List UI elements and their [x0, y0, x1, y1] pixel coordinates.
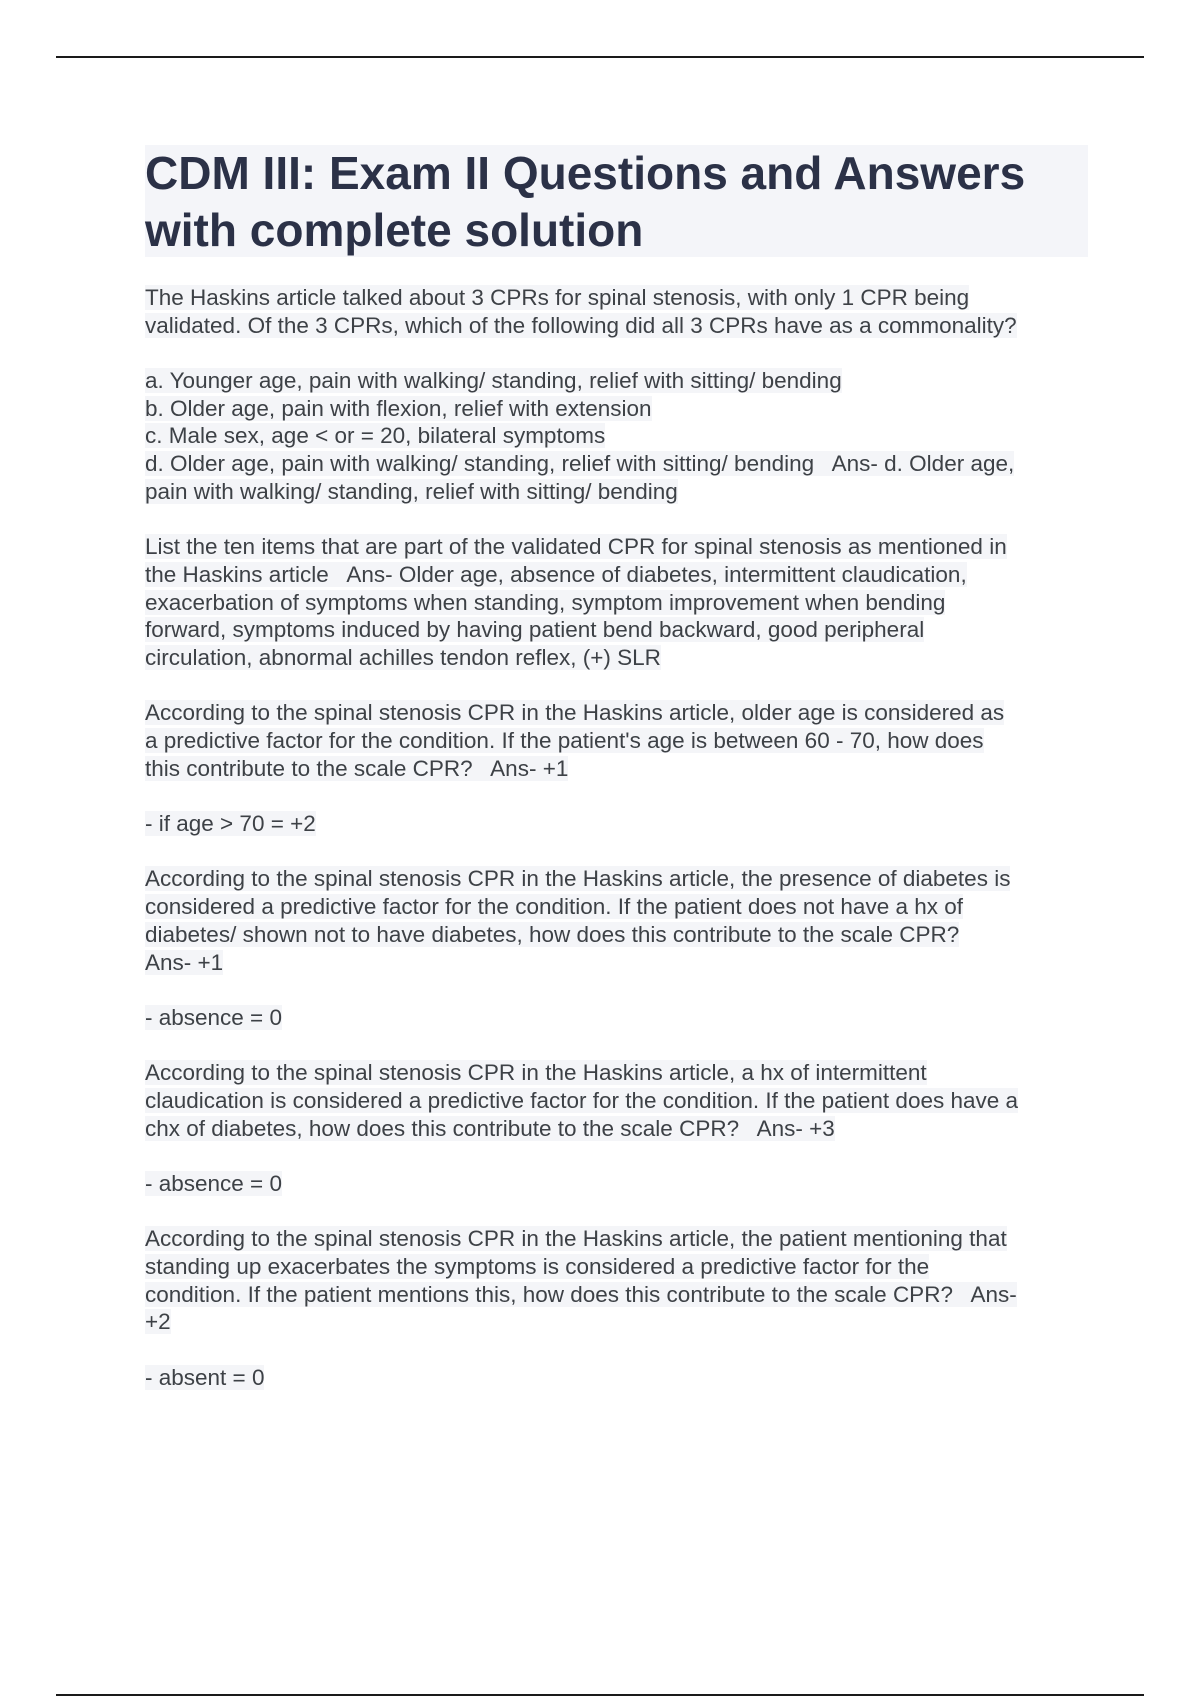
text-line: [145, 1281, 1090, 1309]
text-line-content: - absence = 0: [145, 1004, 282, 1030]
text-line-content: a predictive factor for the condition. If the patient's age is between 60 - 70, how does: [145, 728, 984, 753]
text-line-content: this contribute to the scale CPR? Ans- +1: [145, 755, 569, 781]
text-line-content: +2: [145, 1309, 171, 1335]
paragraph: [145, 1364, 1090, 1392]
text-line: [145, 1087, 1090, 1115]
paragraph: [145, 1004, 1090, 1032]
text-line-content: condition. If the patient mentions this, how does this contribute to the scale CPR? Ans-: [145, 1281, 1017, 1307]
text-line: [145, 1115, 1090, 1143]
text-line-content: List the ten items that are part of the validated CPR for spinal stenosis as mentioned in: [145, 534, 1007, 560]
text-line: [145, 1364, 1090, 1392]
paragraph: [145, 1225, 1090, 1336]
text-line-content: According to the spinal stenosis CPR in the Haskins article, older age is considered as: [145, 700, 1005, 726]
text-line: [145, 533, 1090, 561]
text-line: [145, 1253, 1090, 1281]
text-line-content: chx of diabetes, how does this contribute to the scale CPR? Ans- +3: [145, 1115, 835, 1141]
paragraph-gap: [145, 1142, 1090, 1170]
text-line-content: forward, symptoms induced by having patient bend backward, good peripheral: [145, 617, 925, 643]
text-line: [145, 921, 1090, 949]
paragraph: [145, 699, 1090, 782]
paragraph-gap: [145, 1198, 1090, 1226]
text-line-content: According to the spinal stenosis CPR in the Haskins article, the presence of diabetes is: [145, 866, 1011, 892]
text-line-content: standing up exacerbates the symptoms is considered a predictive factor for the: [145, 1254, 930, 1280]
paragraph-gap: [145, 339, 1090, 367]
text-line: [145, 367, 1090, 395]
text-line-content: The Haskins article talked about 3 CPRs for spinal stenosis, with only 1 CPR being: [145, 285, 970, 310]
text-line: [145, 422, 1090, 450]
text-line: [145, 810, 1090, 838]
text-line: [145, 395, 1090, 423]
paragraph: [145, 367, 1090, 505]
text-line-content: diabetes/ shown not to have diabetes, how does this contribute to the scale CPR?: [145, 921, 960, 947]
paragraph-gap: [145, 506, 1090, 534]
text-line: [145, 312, 1090, 340]
text-line: [145, 284, 1090, 312]
paragraph: [145, 865, 1090, 976]
text-line-content: Ans- +1: [145, 949, 224, 975]
text-line-content: a. Younger age, pain with walking/ standing, relief with sitting/ bending: [145, 368, 842, 394]
text-line-content: exacerbation of symptoms when standing, symptom improvement when bending: [145, 589, 946, 615]
text-line: [145, 949, 1090, 977]
text-line-content: validated. Of the 3 CPRs, which of the following did all 3 CPRs have as a commonality?: [145, 312, 1017, 338]
text-line-content: claudication is considered a predictive factor for the condition. If the patient does have a: [145, 1087, 1019, 1113]
text-line: [145, 450, 1090, 478]
title-line: CDM III: Exam II Questions and Answers: [145, 147, 1026, 199]
text-line: [145, 1225, 1090, 1253]
text-line: [145, 1308, 1090, 1336]
text-line: [145, 727, 1090, 755]
text-line-content: circulation, abnormal achilles tendon reflex, (+) SLR: [145, 644, 661, 670]
paragraph: [145, 1059, 1090, 1142]
document-body: [145, 284, 1090, 1392]
text-line-content: d. Older age, pain with walking/ standing, relief with sitting/ bending Ans- d. Older age,: [145, 451, 1015, 477]
paragraph-gap: [145, 838, 1090, 866]
text-line: [145, 1004, 1090, 1032]
paragraph: [145, 810, 1090, 838]
document-title: [145, 145, 1088, 259]
title-line: with complete solution: [145, 204, 644, 256]
top-rule: [56, 56, 1144, 58]
text-line: [145, 1059, 1090, 1087]
text-line: [145, 755, 1090, 783]
bottom-rule: [56, 1694, 1144, 1696]
paragraph: [145, 284, 1090, 339]
text-line: [145, 1170, 1090, 1198]
paragraph: [145, 533, 1090, 671]
text-line-content: - if age > 70 = +2: [145, 811, 316, 837]
text-line-content: According to the spinal stenosis CPR in the Haskins article, a hx of intermittent: [145, 1060, 927, 1086]
paragraph-gap: [145, 1336, 1090, 1364]
text-line-content: c. Male sex, age < or = 20, bilateral symptoms: [145, 423, 606, 449]
text-line: [145, 478, 1090, 506]
text-line: [145, 865, 1090, 893]
text-line: [145, 561, 1090, 589]
paragraph-gap: [145, 782, 1090, 810]
paragraph: [145, 1170, 1090, 1198]
text-line-content: the Haskins article Ans- Older age, absence of diabetes, intermittent claudication,: [145, 561, 967, 587]
text-line-content: considered a predictive factor for the condition. If the patient does not have a hx of: [145, 894, 964, 920]
paragraph-gap: [145, 976, 1090, 1004]
text-line: [145, 589, 1090, 617]
paragraph-gap: [145, 1032, 1090, 1060]
text-line: [145, 893, 1090, 921]
text-line: [145, 699, 1090, 727]
paragraph-gap: [145, 672, 1090, 700]
text-line-content: - absent = 0: [145, 1364, 265, 1390]
text-line: [145, 616, 1090, 644]
text-line-content: b. Older age, pain with flexion, relief with extension: [145, 395, 652, 421]
text-line-content: - absence = 0: [145, 1171, 282, 1196]
text-line-content: According to the spinal stenosis CPR in the Haskins article, the patient mentioning that: [145, 1226, 1007, 1252]
text-line: [145, 644, 1090, 672]
text-line-content: pain with walking/ standing, relief with sitting/ bending: [145, 478, 678, 504]
